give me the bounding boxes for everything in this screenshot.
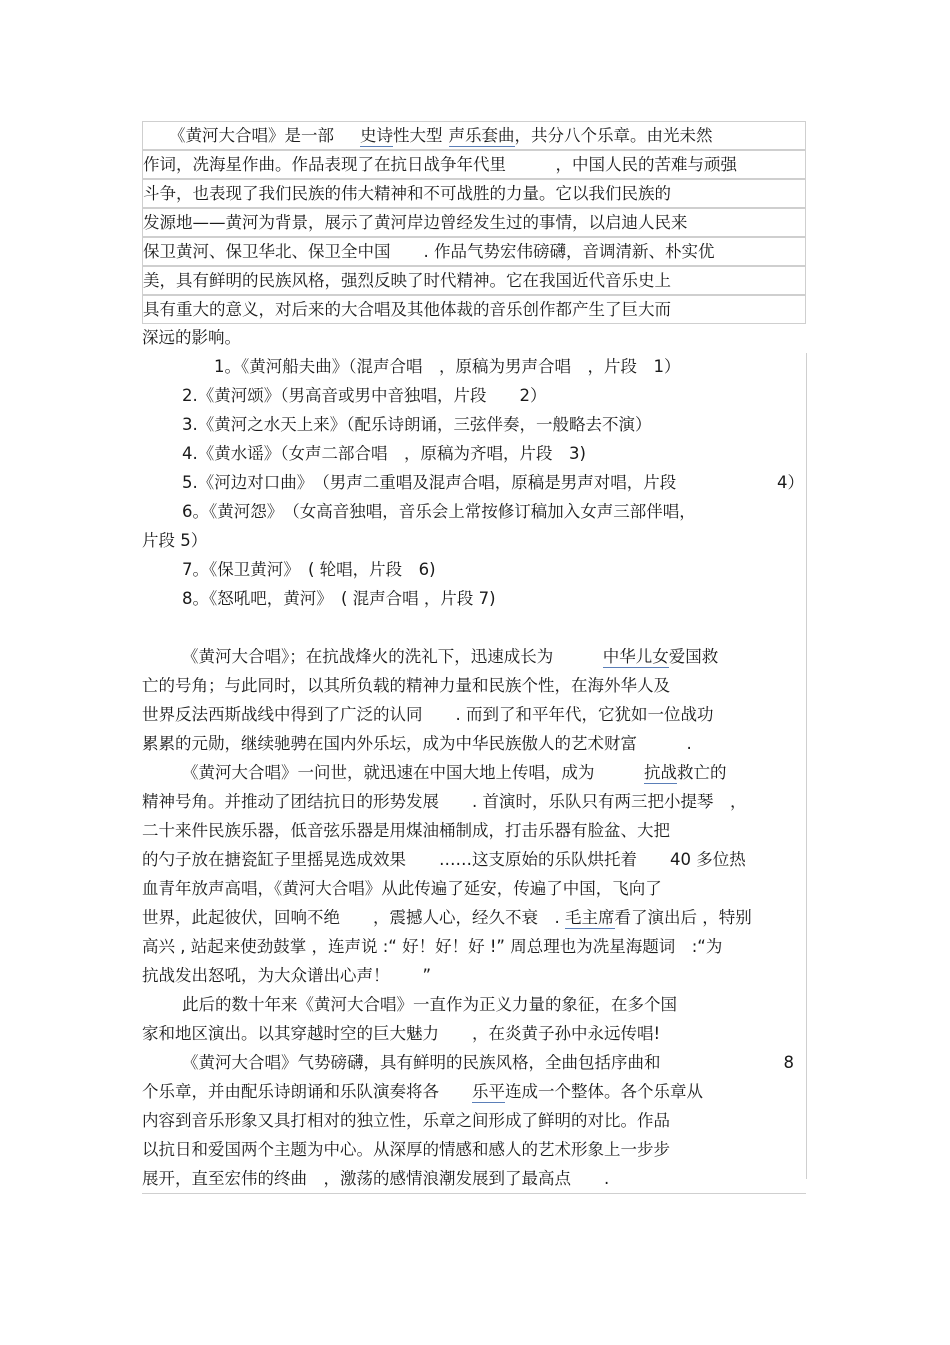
para2-line-2: 精神号角。并推动了团结抗日的形势发展 . 首演时，乐队只有两三把小提琴 ， xyxy=(142,792,747,811)
para4-line-4: 以抗日和爱国两个主题为中心。从深厚的情感和感人的艺术形象上一步步 xyxy=(142,1140,670,1159)
para1-line-3: 世界反法西斯战线中得到了广泛的认同 . 而到了和平年代，它犹如一位战功 xyxy=(142,705,714,724)
para3-line-2: 家和地区演出。以其穿越时空的巨大魅力 ，在炎黄子孙中永远传唱! xyxy=(142,1024,661,1043)
underlined-term: 毛主席 xyxy=(565,908,615,927)
intro-line-3: 斗争，也表现了我们民族的伟大精神和不可战胜的力量。它以我们民族的 xyxy=(142,179,806,208)
para2-line-8: 抗战发出怒吼，为大众谱出心声！ ” xyxy=(142,966,432,985)
para2-line-6 xyxy=(142,904,806,933)
movement-1: 1。《黄河船夫曲》（混声合唱 ，原稿为男声合唱 ，片段 1） xyxy=(214,357,681,376)
movement-6: 6。《黄河怨》 （女高音独唱，音乐会上常按修订稿加入女声三部伴唱， xyxy=(182,502,696,521)
para4-line-2 xyxy=(142,1078,806,1107)
movement-2: 2.《黄河颂》（男高音或男中音独唱，片段 2） xyxy=(182,386,547,405)
para-text: 《黄河大合唱》一问世，就迅速在中国大地上传唱，成为 xyxy=(182,763,644,782)
intro-text: 性大型 xyxy=(393,126,443,145)
movement-5-number: 4） xyxy=(777,473,804,492)
para-text: 救亡的 xyxy=(677,763,727,782)
para4-line-5: 展开，直至宏伟的终曲 ，激荡的感情浪潮发展到了最高点 . xyxy=(142,1165,806,1194)
para-text: 看了演出后 ，特别 xyxy=(614,908,752,927)
intro-line-7: 具有重大的意义，对后来的大合唱及其他体裁的音乐创作都产生了巨大而 xyxy=(142,295,806,324)
intro-line-6: 美，具有鲜明的民族风格，强烈反映了时代精神。它在我国近代音乐史上 xyxy=(142,266,806,295)
document-body xyxy=(142,121,806,1194)
intro-text: 《黄河大合唱》是一部 xyxy=(169,126,334,145)
para3-line-1: 此后的数十年来《黄河大合唱》一直作为正义力量的象征，在多个国 xyxy=(182,995,677,1014)
movement-4: 4.《黄水谣》（女声二部合唱 ，原稿为齐唱，片段 3) xyxy=(182,444,586,463)
movement-8: 8。《怒吼吧，黄河》 ( 混声合唱 ，片段 7) xyxy=(182,589,496,608)
intro-line-5: 保卫黄河、保卫华北、保卫全中国 . 作品气势宏伟磅礴，音调清新、朴实优 xyxy=(142,237,806,266)
movement-7: 7。《保卫黄河》 ( 轮唱，片段 6) xyxy=(182,560,436,579)
para4-line-1 xyxy=(142,1049,806,1078)
para-text: 《黄河大合唱》；在抗战烽火的洗礼下，迅速成长为 xyxy=(182,647,603,666)
block-outline xyxy=(806,353,807,1179)
para-text: 《黄河大合唱》气势磅礴，具有鲜明的民族风格，全曲包括序曲和 xyxy=(182,1053,661,1072)
para1-line-1 xyxy=(142,643,806,672)
intro-text: ，共分八个乐章。由光未然 xyxy=(514,126,713,145)
para1-line-2: 亡的号角；与此同时，以其所负载的精神力量和民族个性，在海外华人及 xyxy=(142,676,670,695)
spacer xyxy=(142,614,806,643)
para2-line-1 xyxy=(142,759,806,788)
underlined-term: 抗战 xyxy=(644,763,677,782)
movement-3: 3.《黄河之水天上来》（配乐诗朗诵，三弦伴奏，一般略去不演） xyxy=(182,415,652,434)
para4-line-3: 内容到音乐形象又具打相对的独立性，乐章之间形成了鲜明的对比。作品 xyxy=(142,1111,670,1130)
para-text: 世界，此起彼伏，回响不绝 ，震撼人心，经久不衰 . xyxy=(142,908,565,927)
para-text: 连成一个整体。各个乐章从 xyxy=(505,1082,703,1101)
para-text: 个乐章，并由配乐诗朗诵和乐队演奏将各 xyxy=(142,1082,472,1101)
movement-count: 8 xyxy=(783,1053,794,1072)
movement-5-text: 5.《河边对口曲》 （男声二重唱及混声合唱，原稿是男声对唱，片段 xyxy=(182,473,677,492)
para2-line-7: 高兴 , 站起来使劲鼓掌 ，连声说 :“ 好！好！好 !” 周总理也为冼星海题词 :“为 xyxy=(142,937,723,956)
intro-line-2: 作词，冼海星作曲。作品表现了在抗日战争年代里 ，中国人民的苦难与顽强 xyxy=(142,150,806,179)
para2-line-4: 的勺子放在搪瓷缸子里摇晃选成效果 ……这支原始的乐队烘托着 40 多位热 xyxy=(142,850,746,869)
intro-line-1 xyxy=(142,121,806,150)
intro-line-8: 深远的影响。 xyxy=(142,328,241,347)
para-text: 爱国救 xyxy=(668,647,719,666)
underlined-term: 中华儿女 xyxy=(602,647,669,666)
movement-6-continued: 片段 5） xyxy=(142,531,208,550)
underlined-term: 乐平 xyxy=(472,1082,505,1101)
intro-line-4: 发源地——黄河为背景，展示了黄河岸边曾经发生过的事情，以启迪人民来 xyxy=(142,208,806,237)
para1-line-4: 累累的元勋，继续驰骋在国内外乐坛，成为中华民族傲人的艺术财富 . xyxy=(142,734,692,753)
underlined-term: 史诗 xyxy=(360,126,393,145)
underlined-term: 声乐套曲 xyxy=(448,126,515,145)
para2-line-3: 二十来件民族乐器，低音弦乐器是用煤油桶制成，打击乐器有脸盆、大把 xyxy=(142,821,670,840)
movement-5 xyxy=(142,469,806,498)
para2-line-5: 血青年放声高唱，《黄河大合唱》从此传遍了延安，传遍了中国，飞向了 xyxy=(142,879,662,898)
